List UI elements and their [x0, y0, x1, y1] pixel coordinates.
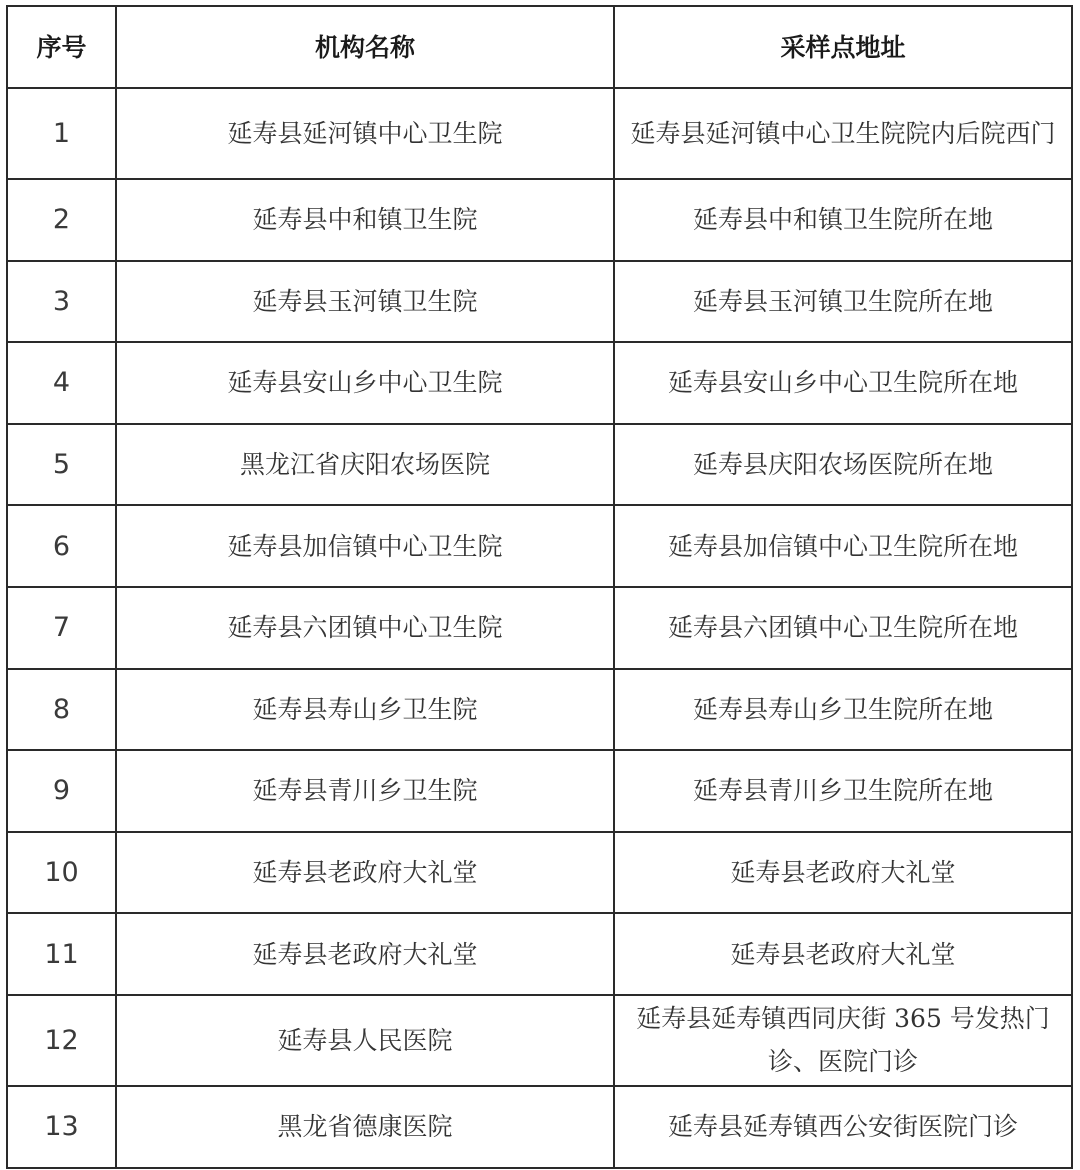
row-sampling-address: 延寿县安山乡中心卫生院所在地: [614, 342, 1072, 424]
row-institution-name: 延寿县老政府大礼堂: [116, 832, 614, 914]
row-sampling-address: 延寿县中和镇卫生院所在地: [614, 179, 1072, 261]
row-serial-number: 5: [7, 424, 116, 506]
row-sampling-address: 延寿县延河镇中心卫生院院内后院西门: [614, 88, 1072, 179]
table-row: [7, 750, 1072, 832]
table-row: [7, 342, 1072, 424]
row-serial-number: 10: [7, 832, 116, 914]
table-row: [7, 424, 1072, 506]
row-institution-name: 延寿县延河镇中心卫生院: [116, 88, 614, 179]
row-serial-number: 12: [7, 995, 116, 1086]
table-row: [7, 88, 1072, 179]
table-row: [7, 587, 1072, 669]
row-institution-name: 黑龙江省庆阳农场医院: [116, 424, 614, 506]
row-serial-number: 3: [7, 261, 116, 343]
row-sampling-address: 延寿县加信镇中心卫生院所在地: [614, 505, 1072, 587]
row-institution-name: 延寿县青川乡卫生院: [116, 750, 614, 832]
table-row: [7, 179, 1072, 261]
row-institution-name: 延寿县安山乡中心卫生院: [116, 342, 614, 424]
row-sampling-address: 延寿县庆阳农场医院所在地: [614, 424, 1072, 506]
row-serial-number: 4: [7, 342, 116, 424]
row-sampling-address: 延寿县寿山乡卫生院所在地: [614, 669, 1072, 751]
row-sampling-address: 延寿县老政府大礼堂: [614, 832, 1072, 914]
row-institution-name: 黑龙省德康医院: [116, 1086, 614, 1168]
row-sampling-address: 延寿县老政府大礼堂: [614, 913, 1072, 995]
row-institution-name: 延寿县六团镇中心卫生院: [116, 587, 614, 669]
row-serial-number: 11: [7, 913, 116, 995]
row-institution-name: 延寿县玉河镇卫生院: [116, 261, 614, 343]
row-institution-name: 延寿县寿山乡卫生院: [116, 669, 614, 751]
row-institution-name: 延寿县人民医院: [116, 995, 614, 1086]
row-sampling-address: 延寿县延寿镇西同庆街 365 号发热门诊、医院门诊: [614, 995, 1072, 1086]
table-row: [7, 913, 1072, 995]
table-row: [7, 505, 1072, 587]
table-header-row: [7, 6, 1072, 88]
row-serial-number: 7: [7, 587, 116, 669]
table-row: [7, 995, 1072, 1086]
row-sampling-address: 延寿县青川乡卫生院所在地: [614, 750, 1072, 832]
table-row: [7, 669, 1072, 751]
sampling-sites-table: [6, 5, 1073, 1169]
table-row: [7, 1086, 1072, 1168]
row-serial-number: 8: [7, 669, 116, 751]
row-serial-number: 1: [7, 88, 116, 179]
row-serial-number: 9: [7, 750, 116, 832]
row-serial-number: 6: [7, 505, 116, 587]
table-row: [7, 832, 1072, 914]
header-serial-number: 序号: [7, 6, 116, 88]
row-sampling-address: 延寿县延寿镇西公安街医院门诊: [614, 1086, 1072, 1168]
row-institution-name: 延寿县加信镇中心卫生院: [116, 505, 614, 587]
row-sampling-address: 延寿县六团镇中心卫生院所在地: [614, 587, 1072, 669]
row-sampling-address: 延寿县玉河镇卫生院所在地: [614, 261, 1072, 343]
header-institution-name: 机构名称: [116, 6, 614, 88]
row-institution-name: 延寿县中和镇卫生院: [116, 179, 614, 261]
header-sampling-address: 采样点地址: [614, 6, 1072, 88]
row-institution-name: 延寿县老政府大礼堂: [116, 913, 614, 995]
row-serial-number: 2: [7, 179, 116, 261]
row-serial-number: 13: [7, 1086, 116, 1168]
table-row: [7, 261, 1072, 343]
